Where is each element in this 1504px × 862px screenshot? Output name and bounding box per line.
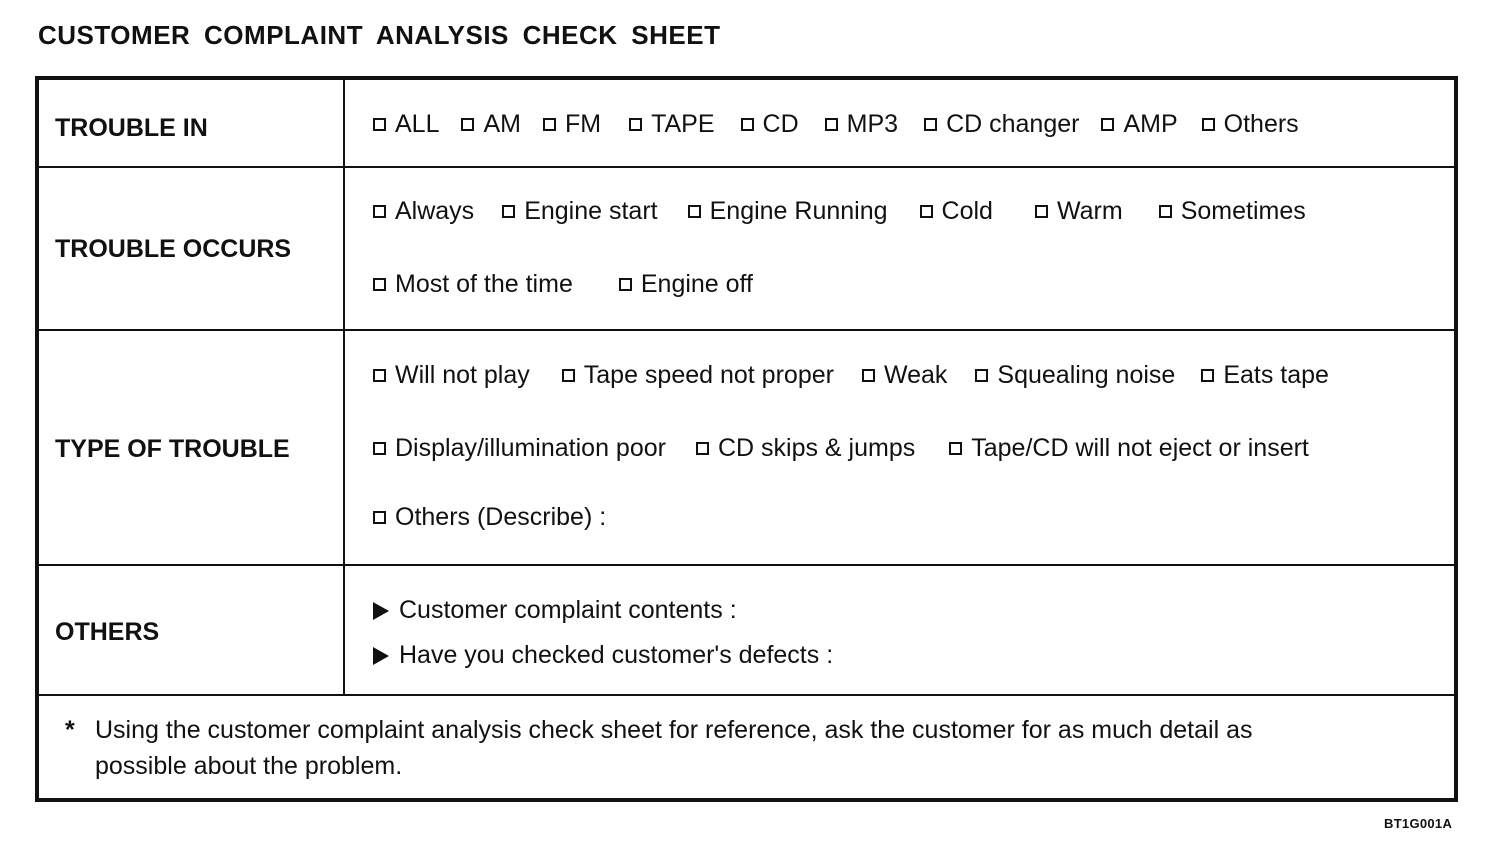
checkbox-icon[interactable] — [696, 442, 709, 455]
option-engine-off[interactable]: Engine off — [619, 270, 753, 299]
checkbox-icon[interactable] — [1201, 369, 1214, 382]
option-will-not-play[interactable]: Will not play — [373, 361, 530, 390]
checkbox-icon[interactable] — [688, 205, 701, 218]
option-others-describe[interactable]: Others (Describe) : — [373, 503, 606, 532]
checkbox-icon[interactable] — [1101, 118, 1114, 131]
option-mp3[interactable]: MP3 — [825, 110, 898, 139]
checkbox-icon[interactable] — [373, 511, 386, 524]
checkbox-icon[interactable] — [920, 205, 933, 218]
type-of-trouble-options-line3 — [373, 503, 606, 532]
checkbox-icon[interactable] — [373, 205, 386, 218]
row-label-trouble-in: TROUBLE IN — [55, 114, 208, 142]
option-cd-skips-jumps[interactable]: CD skips & jumps — [696, 434, 915, 463]
checkbox-icon[interactable] — [862, 369, 875, 382]
checkbox-icon[interactable] — [629, 118, 642, 131]
type-of-trouble-options-line2 — [373, 434, 1309, 463]
option-amp[interactable]: AMP — [1101, 110, 1177, 139]
others-item-complaint-contents: Customer complaint contents : — [373, 596, 737, 625]
option-cold[interactable]: Cold — [920, 197, 993, 226]
arrow-right-icon — [373, 602, 389, 620]
check-sheet-table — [35, 76, 1458, 802]
option-tape[interactable]: TAPE — [629, 110, 714, 139]
option-cd-changer[interactable]: CD changer — [924, 110, 1079, 139]
row-divider — [39, 166, 1454, 168]
checkbox-icon[interactable] — [924, 118, 937, 131]
option-all[interactable]: ALL — [373, 110, 439, 139]
option-squealing-noise[interactable]: Squealing noise — [975, 361, 1175, 390]
reference-note: * Using the customer complaint analysis check sheet for reference, ask the customer for as much detail as possible about the problem. — [65, 712, 1405, 784]
figure-code: BT1G001A — [1384, 816, 1453, 831]
checkbox-icon[interactable] — [373, 442, 386, 455]
checkbox-icon[interactable] — [949, 442, 962, 455]
checkbox-icon[interactable] — [373, 369, 386, 382]
option-warm[interactable]: Warm — [1035, 197, 1123, 226]
checkbox-icon[interactable] — [562, 369, 575, 382]
column-divider — [343, 80, 345, 696]
row-divider — [39, 329, 1454, 331]
row-divider — [39, 564, 1454, 566]
checkbox-icon[interactable] — [1202, 118, 1215, 131]
option-engine-running[interactable]: Engine Running — [688, 197, 888, 226]
arrow-right-icon — [373, 647, 389, 665]
checkbox-icon[interactable] — [461, 118, 474, 131]
option-engine-start[interactable]: Engine start — [502, 197, 657, 226]
option-sometimes[interactable]: Sometimes — [1159, 197, 1306, 226]
row-label-others: OTHERS — [55, 618, 160, 646]
checkbox-icon[interactable] — [975, 369, 988, 382]
option-display-illumination-poor[interactable]: Display/illumination poor — [373, 434, 666, 463]
checkbox-icon[interactable] — [373, 118, 386, 131]
checkbox-icon[interactable] — [1159, 205, 1172, 218]
checkbox-icon[interactable] — [373, 278, 386, 291]
option-always[interactable]: Always — [373, 197, 474, 226]
trouble-occurs-options-line2 — [373, 270, 753, 299]
checkbox-icon[interactable] — [741, 118, 754, 131]
sheet-title: CUSTOMER COMPLAINT ANALYSIS CHECK SHEET — [38, 20, 721, 50]
checkbox-icon[interactable] — [619, 278, 632, 291]
asterisk-icon: * — [65, 716, 75, 744]
option-eats-tape[interactable]: Eats tape — [1201, 361, 1329, 390]
option-others[interactable]: Others — [1202, 110, 1299, 139]
row-divider — [39, 694, 1454, 696]
checkbox-icon[interactable] — [1035, 205, 1048, 218]
type-of-trouble-options-line1 — [373, 361, 1329, 390]
option-cd[interactable]: CD — [741, 110, 799, 139]
trouble-occurs-options-line1 — [373, 197, 1306, 226]
row-label-trouble-occurs: TROUBLE OCCURS — [55, 235, 292, 263]
option-weak[interactable]: Weak — [862, 361, 947, 390]
others-item-checked-defects: Have you checked customer's defects : — [373, 641, 833, 670]
option-am[interactable]: AM — [461, 110, 521, 139]
option-tape-speed-not-proper[interactable]: Tape speed not proper — [562, 361, 834, 390]
row-label-type-of-trouble: TYPE OF TROUBLE — [55, 435, 290, 463]
option-fm[interactable]: FM — [543, 110, 601, 139]
checkbox-icon[interactable] — [825, 118, 838, 131]
checkbox-icon[interactable] — [543, 118, 556, 131]
option-tape-cd-will-not-eject[interactable]: Tape/CD will not eject or insert — [949, 434, 1309, 463]
option-most-of-the-time[interactable]: Most of the time — [373, 270, 573, 299]
checkbox-icon[interactable] — [502, 205, 515, 218]
trouble-in-options — [373, 110, 1299, 139]
